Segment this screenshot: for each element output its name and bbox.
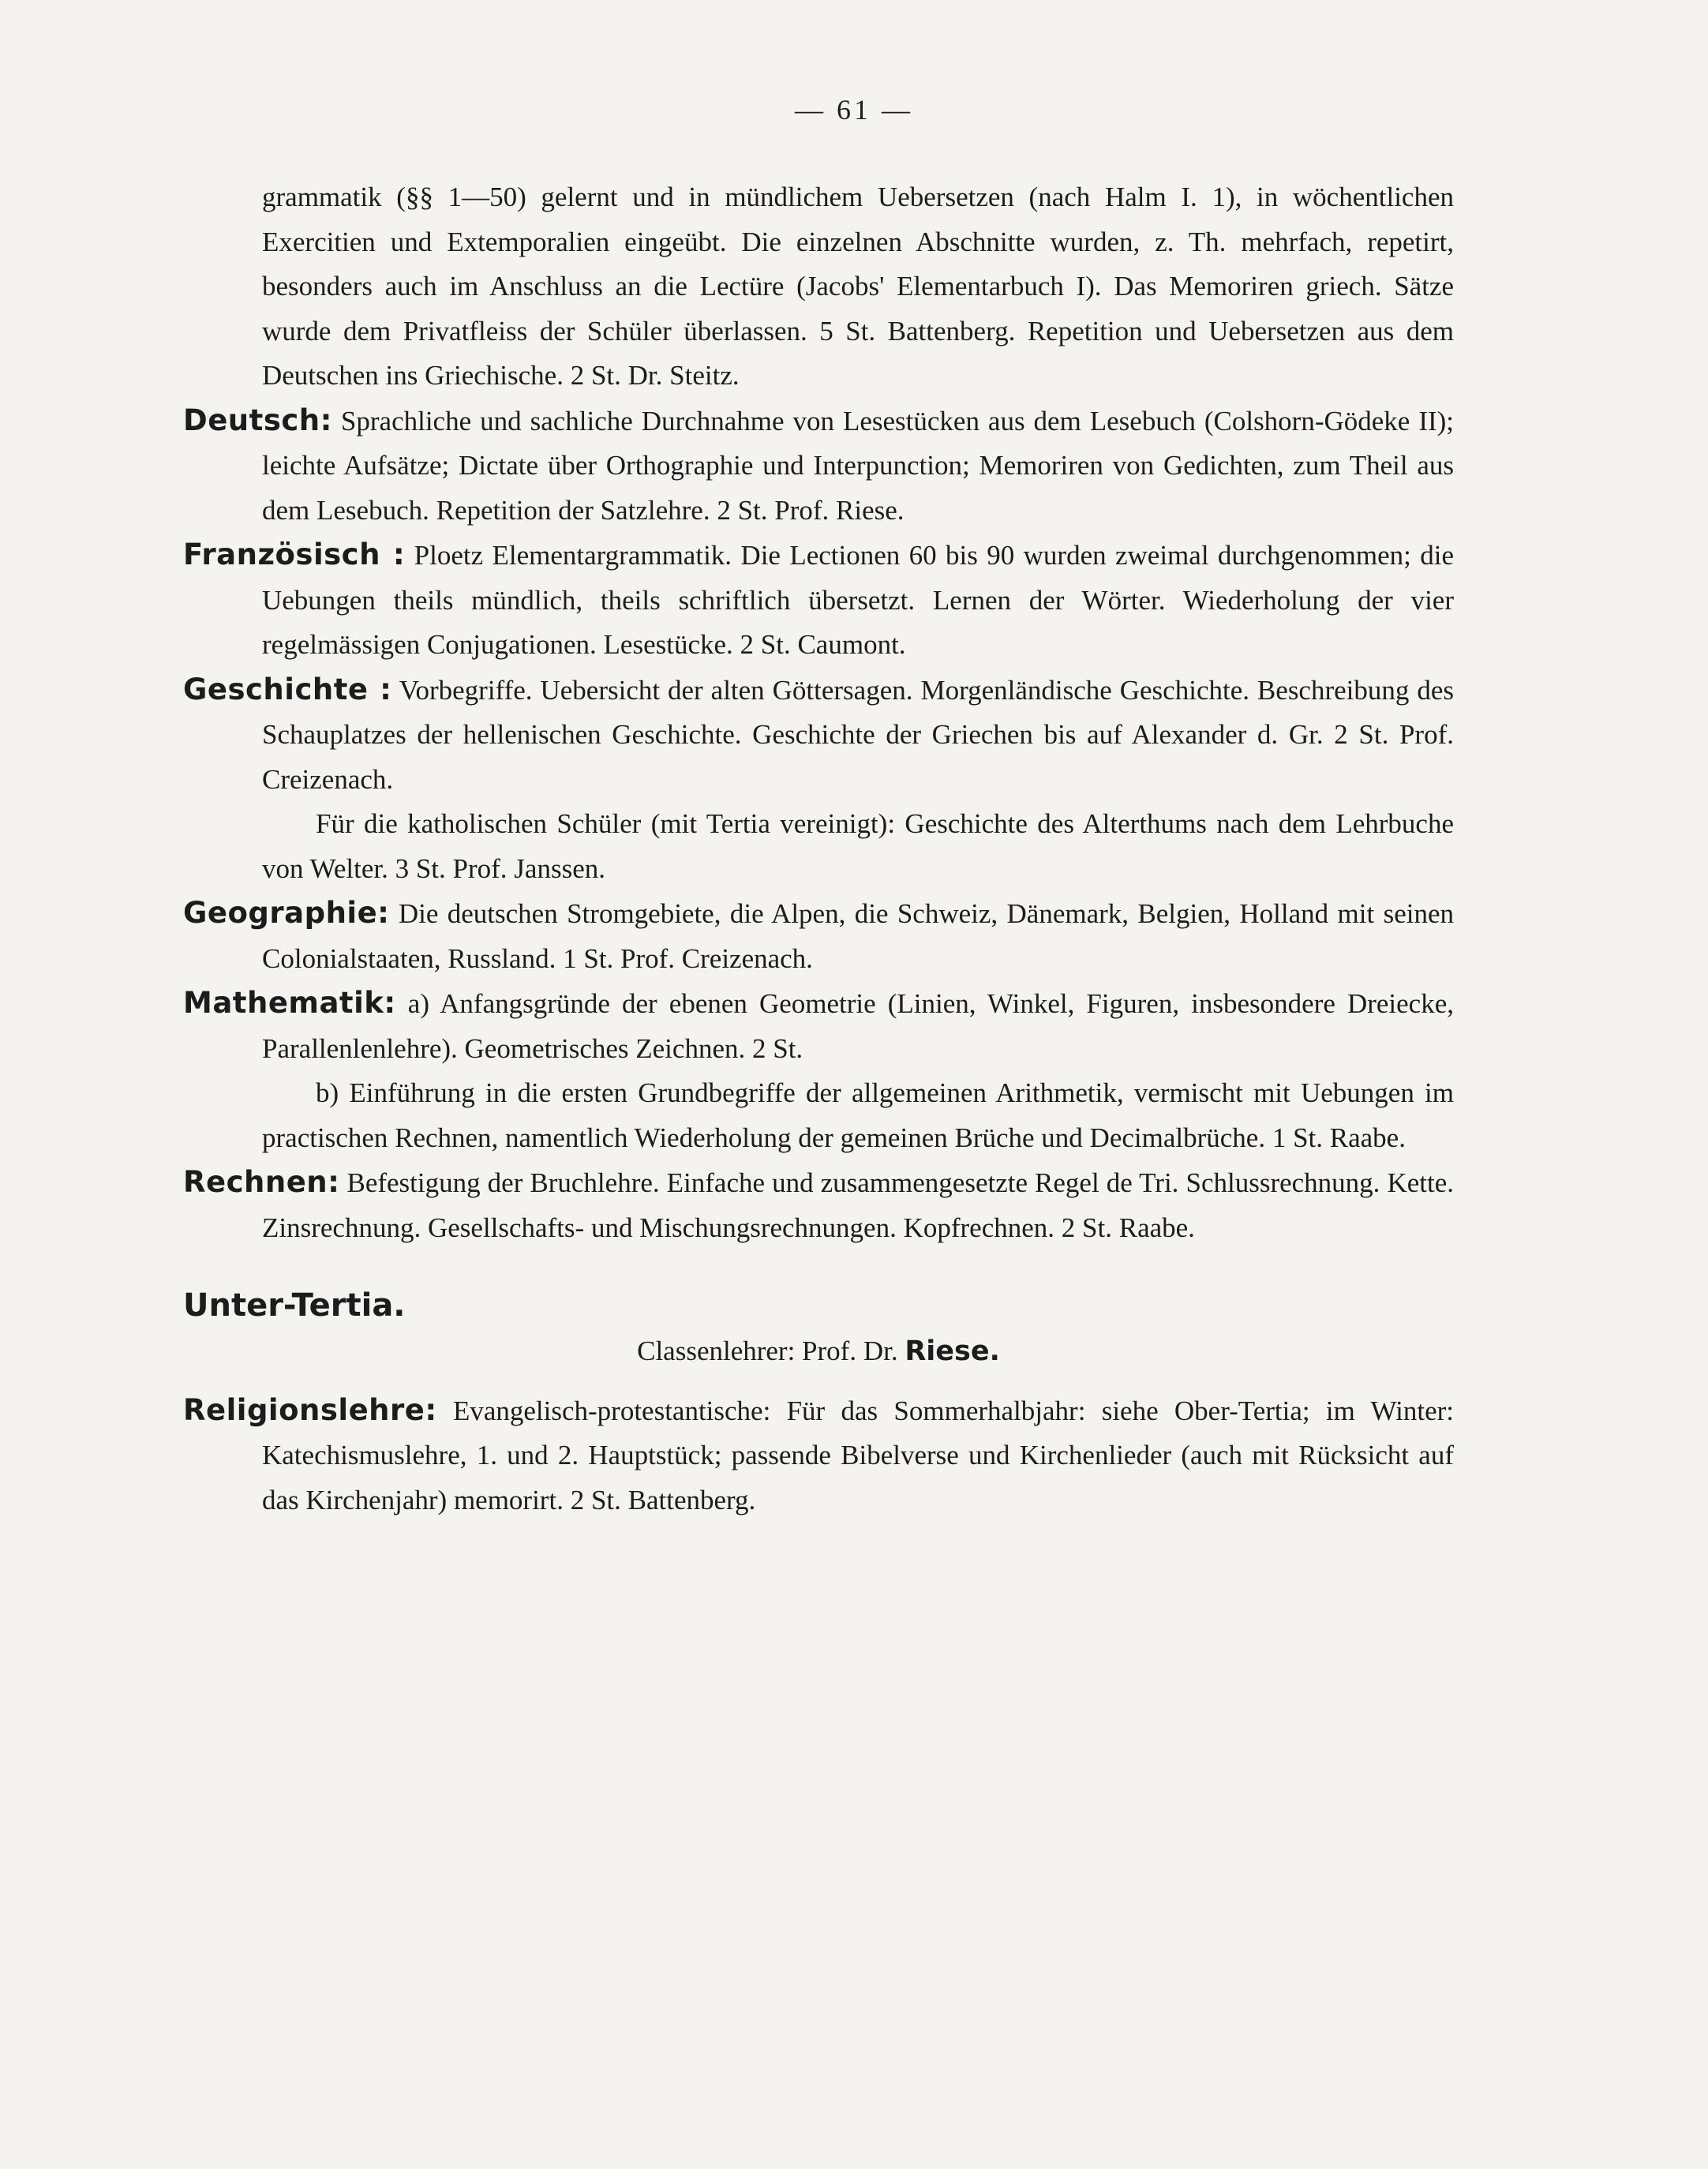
paragraph-religionslehre	[183, 1388, 1454, 1523]
paragraph-rechnen	[183, 1160, 1454, 1250]
class-teacher-name: Riese.	[905, 1335, 1000, 1367]
paragraph-text: Evangelisch-protestantische: Für das Sommerhalbjahr: siehe Ober-Tertia; im Winter: Katechismuslehre, 1. und 2. Hauptstück; passende Bibelverse und Kirchenlieder (auch mit Rücksicht auf das Kirchenjahr) memorirt. 2 St. Battenberg.	[262, 1395, 1454, 1515]
paragraph-text: grammatik (§§ 1—50) gelernt und in mündlichem Uebersetzen (nach Halm I. 1), in wöchentlichen Exercitien und Extemporalien eingeübt. Die einzelnen Abschnitte wurden, z. Th. mehrfach, repetirt, besonders auch im Anschluss an die Lectüre (Jacobs' Elementarbuch I). Das Memoriren griech. Sätze wurde dem Privatfleiss der Schüler überlassen. 5 St. Battenberg. Repetition und Uebersetzen aus dem Deutschen ins Griechische. 2 St. Dr. Steitz.	[262, 182, 1454, 391]
paragraph-griechisch-continued	[183, 175, 1454, 399]
paragraph-text: Die deutschen Stromgebiete, die Alpen, die Schweiz, Dänemark, Belgien, Holland mit seinen Colonialstaaten, Russland. 1 St. Prof. Creizenach.	[262, 898, 1454, 974]
subject-heading: Geographie:	[183, 896, 390, 930]
paragraph-text: Ploetz Elementargrammatik. Die Lectionen 60 bis 90 wurden zweimal durchgenommen; die Uebungen theils mündlich, theils schriftlich übersetzt. Lernen der Wörter. Wiederholung der vier regelmässigen Conjugationen. Lesestücke. 2 St. Caumont.	[262, 540, 1454, 660]
paragraph-geschichte-katholisch	[183, 802, 1454, 891]
subject-heading: Geschichte :	[183, 672, 392, 706]
page-number: — 61 —	[795, 94, 913, 125]
paragraph-franzoesisch	[183, 533, 1454, 668]
document-body	[183, 175, 1454, 1523]
paragraph-geographie	[183, 891, 1454, 981]
subject-heading: Deutsch:	[183, 403, 332, 437]
subject-heading: Religionslehre:	[183, 1392, 437, 1427]
paragraph-mathematik	[183, 981, 1454, 1071]
paragraph-deutsch	[183, 399, 1454, 534]
paragraph-text: Für die katholischen Schüler (mit Tertia vereinigt): Geschichte des Alterthums nach dem Lehrbuche von Welter. 3 St. Prof. Janssen.	[262, 808, 1454, 884]
class-teacher-label: Classenlehrer: Prof. Dr.	[637, 1335, 898, 1366]
subject-heading: Französisch :	[183, 538, 406, 571]
subject-heading: Rechnen:	[183, 1165, 340, 1199]
paragraph-text: Sprachliche und sachliche Durchnahme von Lesestücken aus dem Lesebuch (Colshorn-Gödeke II); leichte Aufsätze; Dictate über Orthographie und Interpunction; Memoriren von Gedichten, zum Theil aus dem Lesebuch. Repetition der Satzlehre. 2 St. Prof. Riese.	[262, 405, 1455, 526]
paragraph-text: a) Anfangsgründe der ebenen Geometrie (Linien, Winkel, Figuren, insbesondere Dreiecke, Parallenlenlehre). Geometrisches Zeichnen. 2 St.	[262, 988, 1455, 1064]
paragraph-text: b) Einführung in die ersten Grundbegriffe der allgemeinen Arithmetik, vermischt mit Uebungen im practischen Rechnen, namentlich Wiederholung der gemeinen Brüche und Decimalbrüche. 1 St. Raabe.	[262, 1077, 1454, 1153]
subject-heading: Mathematik:	[183, 986, 396, 1020]
paragraph-geschichte	[183, 668, 1454, 803]
paragraph-text: Befestigung der Bruchlehre. Einfache und zusammengesetzte Regel de Tri. Schlussrechnung. Kette. Zinsrechnung. Gesellschafts- und Mischungsrechnungen. Kopfrechnen. 2 St. Raabe.	[262, 1167, 1455, 1243]
class-teacher-line	[183, 1329, 1454, 1374]
paragraph-text: Vorbegriffe. Uebersicht der alten Göttersagen. Morgenländische Geschichte. Beschreibung des Schauplatzes der hellenischen Geschichte. Geschichte der Griechen bis auf Alexander d. Gr. 2 St. Prof. Creizenach.	[262, 674, 1454, 795]
paragraph-mathematik-b	[183, 1071, 1454, 1160]
section-title: Unter-Tertia.	[183, 1287, 406, 1324]
